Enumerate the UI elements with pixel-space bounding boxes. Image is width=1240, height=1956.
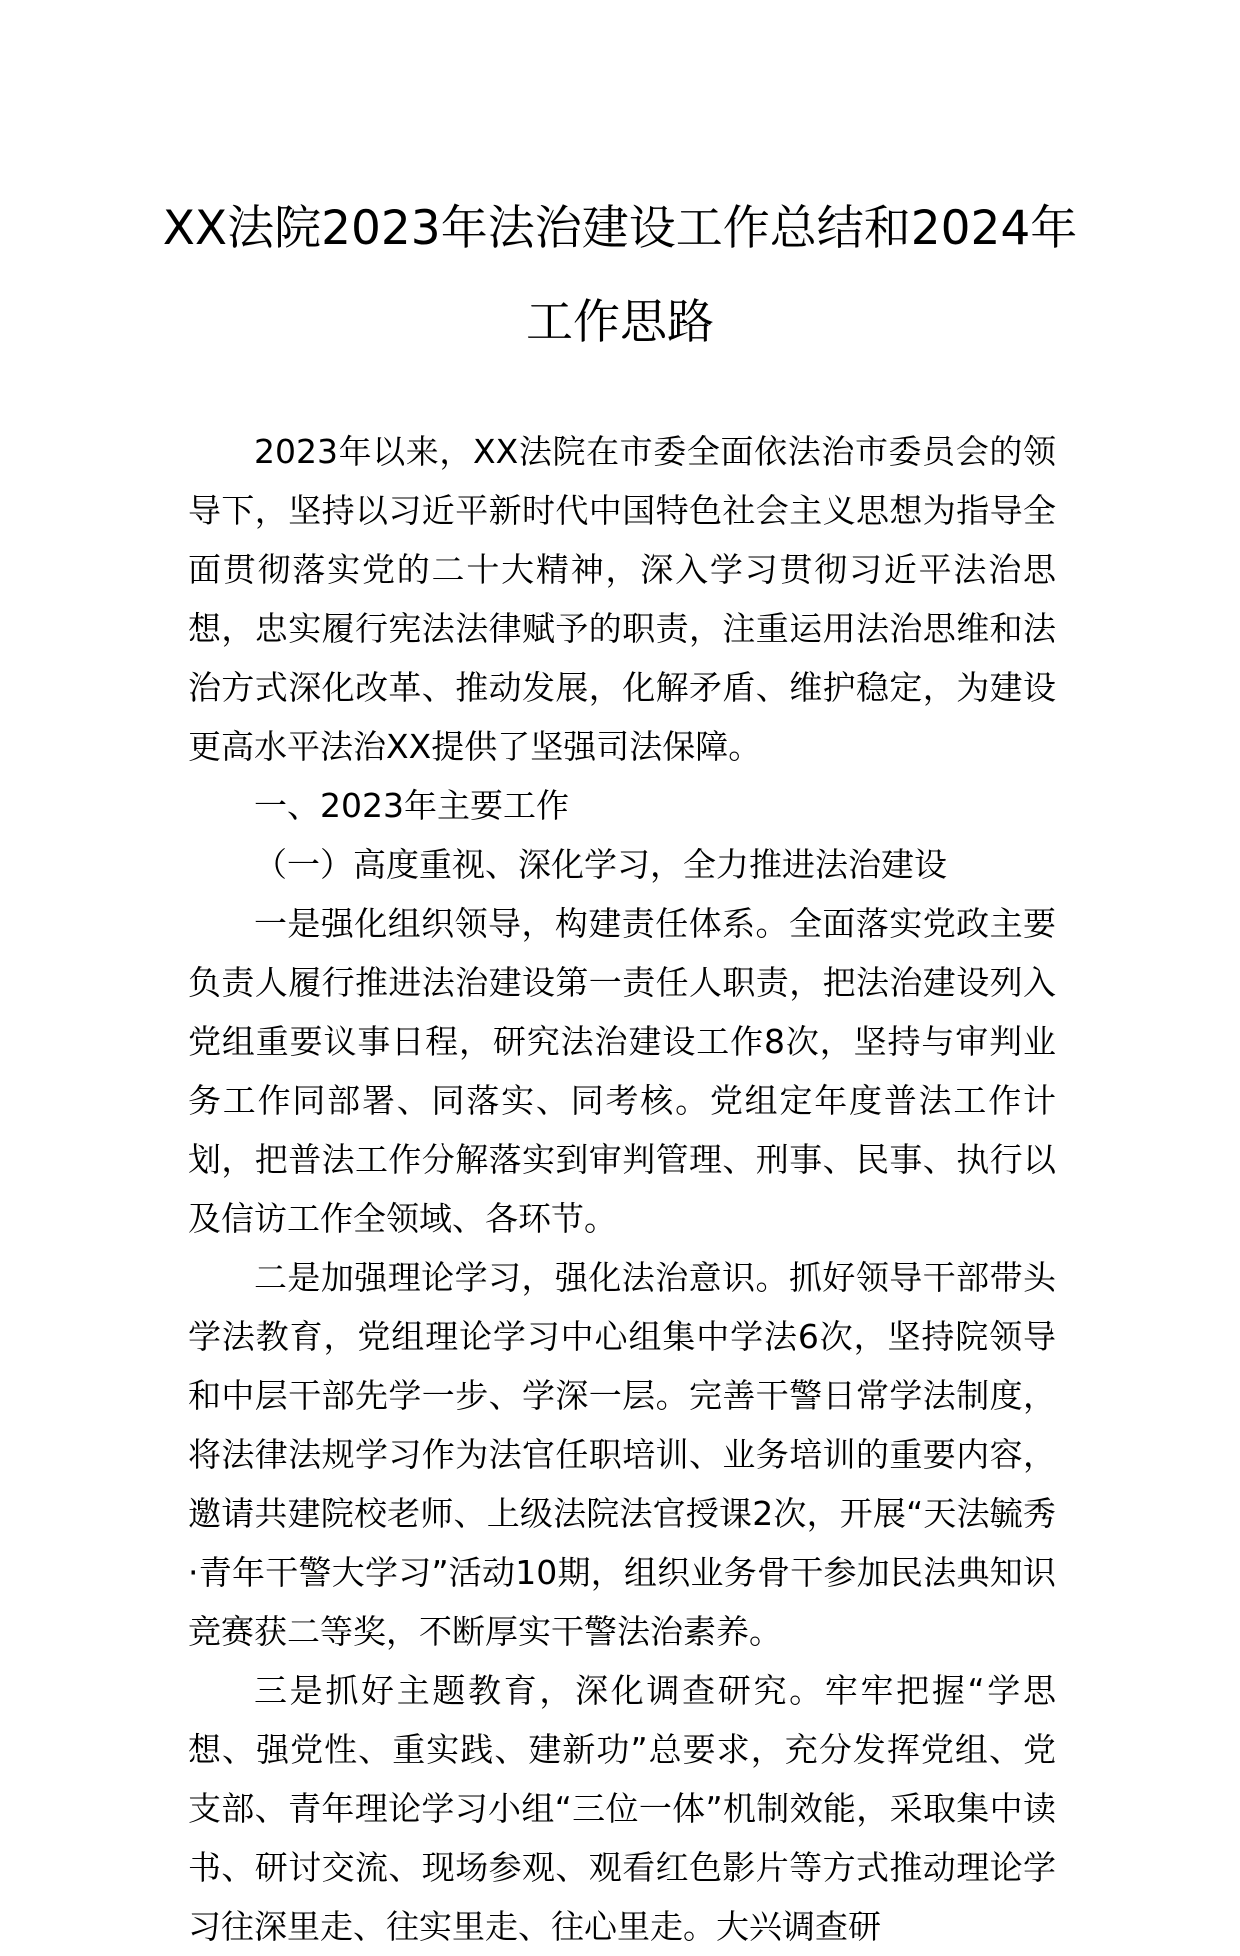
section-heading: 一、2023年主要工作 <box>254 786 569 825</box>
subsection-heading: （一）高度重视、深化学习，全力推进法治建设 <box>254 845 947 884</box>
paragraph-item-2: 二是加强理论学习，强化法治意识。抓好领导干部带头学法教育，党组理论学习中心组集中学法6次，坚持院领导和中层干部先学一步、学深一层。完善干警日常学法制度，将法律法规学习作为法官任职培训、业务培训的重要内容，邀请共建院校老师、上级法院法官授课2次，开展“天法毓秀·青年干警大学习”活动10期，组织业务骨干参加民法典知识竞赛获二等奖，不断厚实干警法治素养。 <box>188 1258 1056 1651</box>
paragraph-item-3: 三是抓好主题教育，深化调查研究。牢牢把握“学思想、强党性、重实践、建新功”总要求，充分发挥党组、党支部、青年理论学习小组“三位一体”机制效能，采取集中读书、研讨交流、现场参观、观看红色影片等方式推动理论学习往深里走、往实里走、往心里走。大兴调查研 <box>188 1671 1056 1946</box>
document-body <box>188 422 1056 1956</box>
paragraph-intro: 2023年以来，XX法院在市委全面依法治市委员会的领导下，坚持以习近平新时代中国特色社会主义思想为指导全面贯彻落实党的二十大精神，深入学习贯彻习近平法治思想，忠实履行宪法法律赋予的职责，注重运用法治思维和法治方式深化改革、推动发展，化解矛盾、维护稳定，为建设更高水平法治XX提供了坚强司法保障。 <box>188 432 1056 766</box>
document-title: XX法院2023年法治建设工作总结和2024年工作思路 <box>162 201 1078 350</box>
paragraph-item-1: 一是强化组织领导，构建责任体系。全面落实党政主要负责人履行推进法治建设第一责任人职责，把法治建设列入党组重要议事日程，研究法治建设工作8次，坚持与审判业务工作同部署、同落实、同考核。党组定年度普法工作计划，把普法工作分解落实到审判管理、刑事、民事、执行以及信访工作全领域、各环节。 <box>188 904 1056 1238</box>
